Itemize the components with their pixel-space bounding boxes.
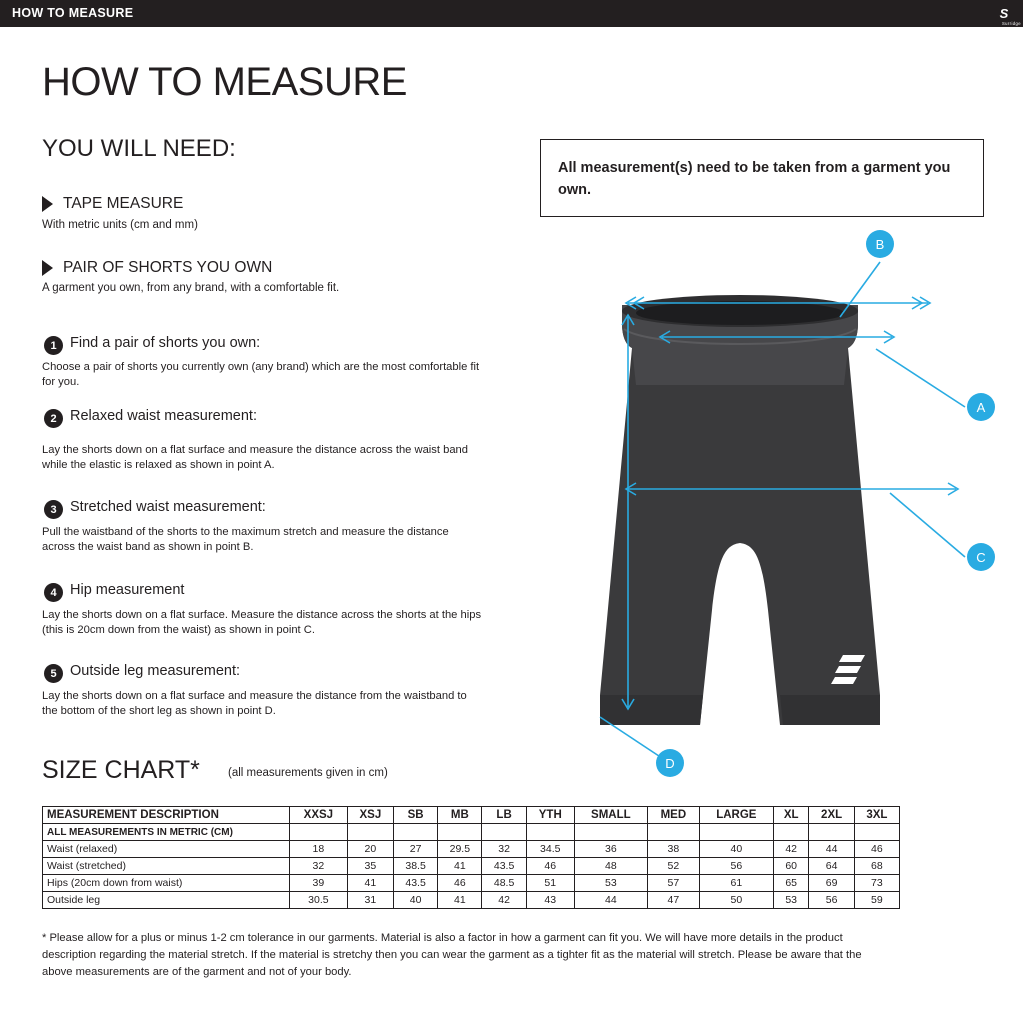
brand-logo-letter: S (999, 6, 1009, 21)
cell: 48.5 (482, 875, 526, 892)
step-title-1: Find a pair of shorts you own: (70, 335, 261, 351)
cell: 41 (438, 892, 482, 909)
step-number-1: 1 (44, 336, 63, 355)
cell: 32 (290, 858, 348, 875)
table-row-metric (43, 824, 900, 841)
step-body-5: Lay the shorts down on a flat surface and measure the distance from the waistband to the bottom of the short leg as shown in point D. (42, 690, 467, 717)
th-med: MED (647, 807, 699, 824)
cell: 44 (574, 892, 647, 909)
footnote: * Please allow for a plus or minus 1-2 cm tolerance in our garments. Material is also a factor in how a garment can fit you. We will have more details in the product description regarding the material stretch. If the material is stretchy then you can wear the garment as a tighter fit as the material will stretch. Please be aware that the above measurements are of the garment and not of your body. (42, 932, 862, 978)
cell: 32 (482, 841, 526, 858)
table-row (43, 841, 900, 858)
need-item-sub-1: A garment you own, from any brand, with a comfortable fit. (42, 282, 340, 294)
metric-blank (773, 824, 809, 841)
cell: 39 (290, 875, 348, 892)
metric-blank (809, 824, 854, 841)
cell: 60 (773, 858, 809, 875)
table-row (43, 875, 900, 892)
step-title-5: Outside leg measurement: (70, 663, 241, 679)
cell: 34.5 (526, 841, 574, 858)
metric-blank (482, 824, 526, 841)
triangle-bullet-icon (42, 196, 53, 212)
step-body-2: Lay the shorts down on a flat surface and measure the distance across the waist band while the elastic is relaxed as shown in point A. (42, 444, 468, 471)
cell: 36 (574, 841, 647, 858)
cell: 57 (647, 875, 699, 892)
cell: 27 (393, 841, 437, 858)
note-box (540, 139, 984, 217)
cell: 20 (347, 841, 393, 858)
step-body-1: Choose a pair of shorts you currently own (any brand) which are the most comfortable fit for you. (42, 361, 480, 388)
callout-a: A (967, 393, 995, 421)
metric-blank (526, 824, 574, 841)
shorts-diagram (540, 225, 1010, 785)
metric-blank (438, 824, 482, 841)
step-title-3: Stretched waist measurement: (70, 499, 266, 515)
cell: 43.5 (482, 858, 526, 875)
step-number-2: 2 (44, 409, 63, 428)
cell: 42 (773, 841, 809, 858)
cell: 18 (290, 841, 348, 858)
callout-c: C (967, 543, 995, 571)
cell: 64 (809, 858, 854, 875)
metric-blank (647, 824, 699, 841)
cell: 41 (438, 858, 482, 875)
cell: 48 (574, 858, 647, 875)
step-title-2: Relaxed waist measurement: (70, 408, 257, 424)
row-label: Waist (stretched) (43, 858, 290, 875)
page-title: HOW TO MEASURE (42, 60, 407, 104)
step-body-3: Pull the waistband of the shorts to the maximum stretch and measure the distance across the waist band as shown in point B. (42, 526, 449, 553)
step-title-4: Hip measurement (70, 582, 185, 598)
cell: 44 (809, 841, 854, 858)
callout-b: B (866, 230, 894, 258)
step-number-4: 4 (44, 583, 63, 602)
cell: 43 (526, 892, 574, 909)
th-small: SMALL (574, 807, 647, 824)
cell: 56 (809, 892, 854, 909)
top-bar-title: HOW TO MEASURE (12, 6, 134, 20)
cell: 46 (854, 841, 899, 858)
triangle-bullet-icon (42, 260, 53, 276)
cell: 46 (438, 875, 482, 892)
cell: 30.5 (290, 892, 348, 909)
need-item-sub-0: With metric units (cm and mm) (42, 219, 198, 231)
size-chart-title: SIZE CHART* (42, 756, 200, 784)
step-number-3: 3 (44, 500, 63, 519)
metric-blank (347, 824, 393, 841)
need-item-title-1: PAIR OF SHORTS YOU OWN (63, 259, 273, 276)
cell: 69 (809, 875, 854, 892)
cell: 52 (647, 858, 699, 875)
cell: 56 (699, 858, 773, 875)
th-mb: MB (438, 807, 482, 824)
cell: 43.5 (393, 875, 437, 892)
row-label: Outside leg (43, 892, 290, 909)
cell: 61 (699, 875, 773, 892)
row-label: Hips (20cm down from waist) (43, 875, 290, 892)
metric-blank (699, 824, 773, 841)
metric-blank (854, 824, 899, 841)
cell: 46 (526, 858, 574, 875)
th-xxsj: XXSJ (290, 807, 348, 824)
row-label: Waist (relaxed) (43, 841, 290, 858)
cell: 47 (647, 892, 699, 909)
cell: 53 (773, 892, 809, 909)
th-xsj: XSJ (347, 807, 393, 824)
table-row (43, 892, 900, 909)
note-box-text: All measurement(s) need to be taken from a garment you own. (558, 160, 951, 198)
th-lb: LB (482, 807, 526, 824)
cell: 51 (526, 875, 574, 892)
cell: 31 (347, 892, 393, 909)
cell: 42 (482, 892, 526, 909)
th-description: MEASUREMENT DESCRIPTION (43, 807, 290, 824)
cell: 50 (699, 892, 773, 909)
metric-blank (290, 824, 348, 841)
cell: 38.5 (393, 858, 437, 875)
cell: 40 (699, 841, 773, 858)
metric-blank (393, 824, 437, 841)
cell: 59 (854, 892, 899, 909)
table-row (43, 858, 900, 875)
shorts-shape (600, 295, 880, 725)
step-body-4: Lay the shorts down on a flat surface. Measure the distance across the shorts at the hips (this is 20cm down from the waist) as shown in point C. (42, 609, 482, 636)
th-3xl: 3XL (854, 807, 899, 824)
cell: 29.5 (438, 841, 482, 858)
th-sb: SB (393, 807, 437, 824)
brand-logo (985, 0, 1023, 27)
th-large: LARGE (699, 807, 773, 824)
metric-note: ALL MEASUREMENTS IN METRIC (CM) (43, 824, 290, 841)
cell: 41 (347, 875, 393, 892)
shorts-svg (540, 225, 1010, 785)
cell: 40 (393, 892, 437, 909)
size-chart-table (42, 806, 900, 909)
th-2xl: 2XL (809, 807, 854, 824)
cell: 35 (347, 858, 393, 875)
size-chart-subtitle: (all measurements given in cm) (228, 767, 388, 779)
cell: 68 (854, 858, 899, 875)
top-bar (0, 0, 1023, 27)
callout-d: D (656, 749, 684, 777)
cell: 38 (647, 841, 699, 858)
need-item-title-0: TAPE MEASURE (63, 195, 184, 212)
th-yth: YTH (526, 807, 574, 824)
cell: 65 (773, 875, 809, 892)
you-will-need-heading: YOU WILL NEED: (42, 135, 236, 162)
metric-blank (574, 824, 647, 841)
cell: 53 (574, 875, 647, 892)
step-number-5: 5 (44, 664, 63, 683)
table-header-row (43, 807, 900, 824)
cell: 73 (854, 875, 899, 892)
th-xl: XL (773, 807, 809, 824)
brand-logo-text: Surridge (1001, 21, 1021, 26)
